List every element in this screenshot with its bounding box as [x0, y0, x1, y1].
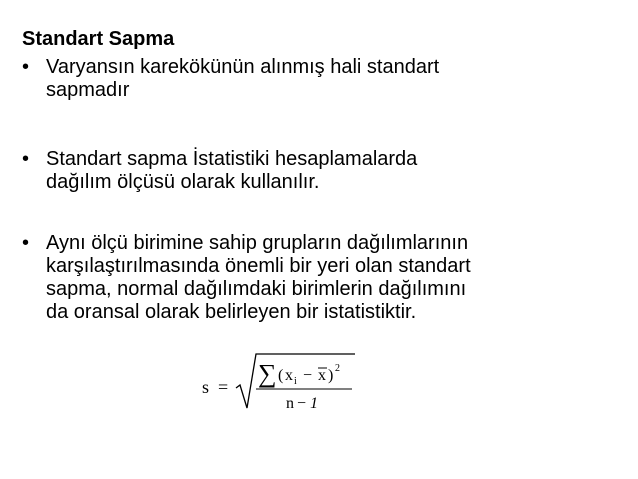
bullet-text: Standart sapma İstatistiki hesaplamalarda dağılım ölçüsü olarak kullanılır. [46, 148, 418, 193]
bullet-item-3 [22, 232, 602, 324]
formula-xbar: x [318, 367, 326, 384]
formula-open-paren: ( [278, 367, 284, 384]
formula-close-paren: ) [328, 367, 334, 384]
formula-sum: ∑ [258, 359, 277, 388]
formula-denominator-one: 1 [310, 395, 318, 412]
bullet-marker: • [22, 148, 30, 170]
formula-denominator-minus: − [297, 395, 307, 412]
formula-graphic [190, 352, 370, 412]
bullet-marker: • [22, 56, 30, 78]
formula-equals: = [218, 377, 229, 397]
formula-denominator-n: n [286, 395, 294, 412]
formula-minus: − [303, 367, 313, 384]
slide-title: Standart Sapma [22, 28, 175, 50]
standard-deviation-formula [190, 352, 370, 412]
bullet-item-1 [22, 56, 582, 102]
bullet-marker: • [22, 232, 30, 254]
bullet-item-2 [22, 148, 582, 194]
bullet-text: Varyansın karekökünün alınmış hali standart sapmadır [46, 56, 440, 101]
formula-exponent: 2 [335, 363, 340, 374]
bullet-text: Aynı ölçü birimine sahip grupların dağılımlarının karşılaştırılmasında önemli bir yeri olan standart sapma, normal dağılımdaki birimlerin dağılımını da oransal olarak belirleyen bir istatistiktir. [46, 232, 471, 323]
formula-subscript-i: i [294, 376, 297, 387]
formula-x: x [285, 367, 293, 384]
formula-lhs: s [202, 377, 210, 397]
